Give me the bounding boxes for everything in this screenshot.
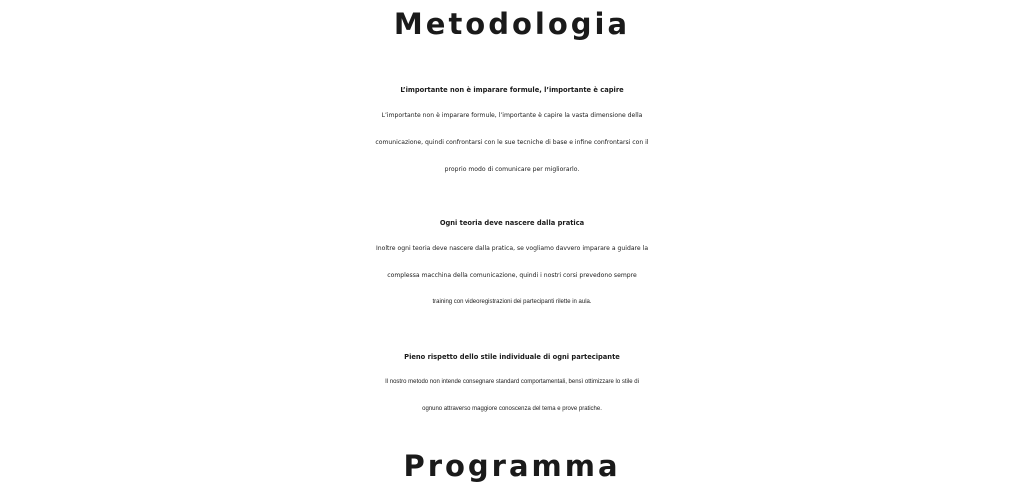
paragraph-line: complessa macchina della comunicazione, quindi i nostri corsi prevedono sempre — [387, 272, 637, 279]
methodology-paragraph — [0, 369, 1024, 423]
methodology-heading: L’importante non è imparare formule, l’importante è capire — [400, 86, 624, 94]
section-title-programma: Programma — [403, 449, 621, 483]
paragraph-line: ognuno attraverso maggiore conoscenza del tema e prove pratiche. — [422, 406, 602, 412]
paragraph-line: comunicazione, quindi confrontarsi con le sue tecniche di base e infine confrontarsi con il — [375, 139, 649, 146]
methodology-block-capire — [0, 78, 1024, 183]
paragraph-line: Inoltre ogni teoria deve nascere dalla pratica, se vogliamo davvero imparare a guidare la — [375, 245, 649, 252]
methodology-paragraph — [0, 235, 1024, 316]
paragraph-line: proprio modo di comunicare per migliorarlo. — [444, 166, 580, 173]
section-title-metodologia: Metodologia — [393, 7, 631, 41]
methodology-heading: Pieno rispetto dello stile individuale di ogni partecipante — [404, 353, 620, 361]
paragraph-line: L’importante non è imparare formule, l’importante è capire la vasta dimensione della — [381, 112, 643, 119]
paragraph-line: training con videoregistrazioni dei partecipanti rilette in aula. — [432, 299, 592, 305]
paragraph-line: Il nostro metodo non intende consegnare standard comportamentali, bensì ottimizzare lo stile di — [385, 379, 639, 385]
methodology-heading: Ogni teoria deve nascere dalla pratica — [439, 219, 585, 227]
methodology-block-pratica — [0, 211, 1024, 316]
methodology-paragraph — [0, 102, 1024, 183]
methodology-block-stile — [0, 345, 1024, 423]
